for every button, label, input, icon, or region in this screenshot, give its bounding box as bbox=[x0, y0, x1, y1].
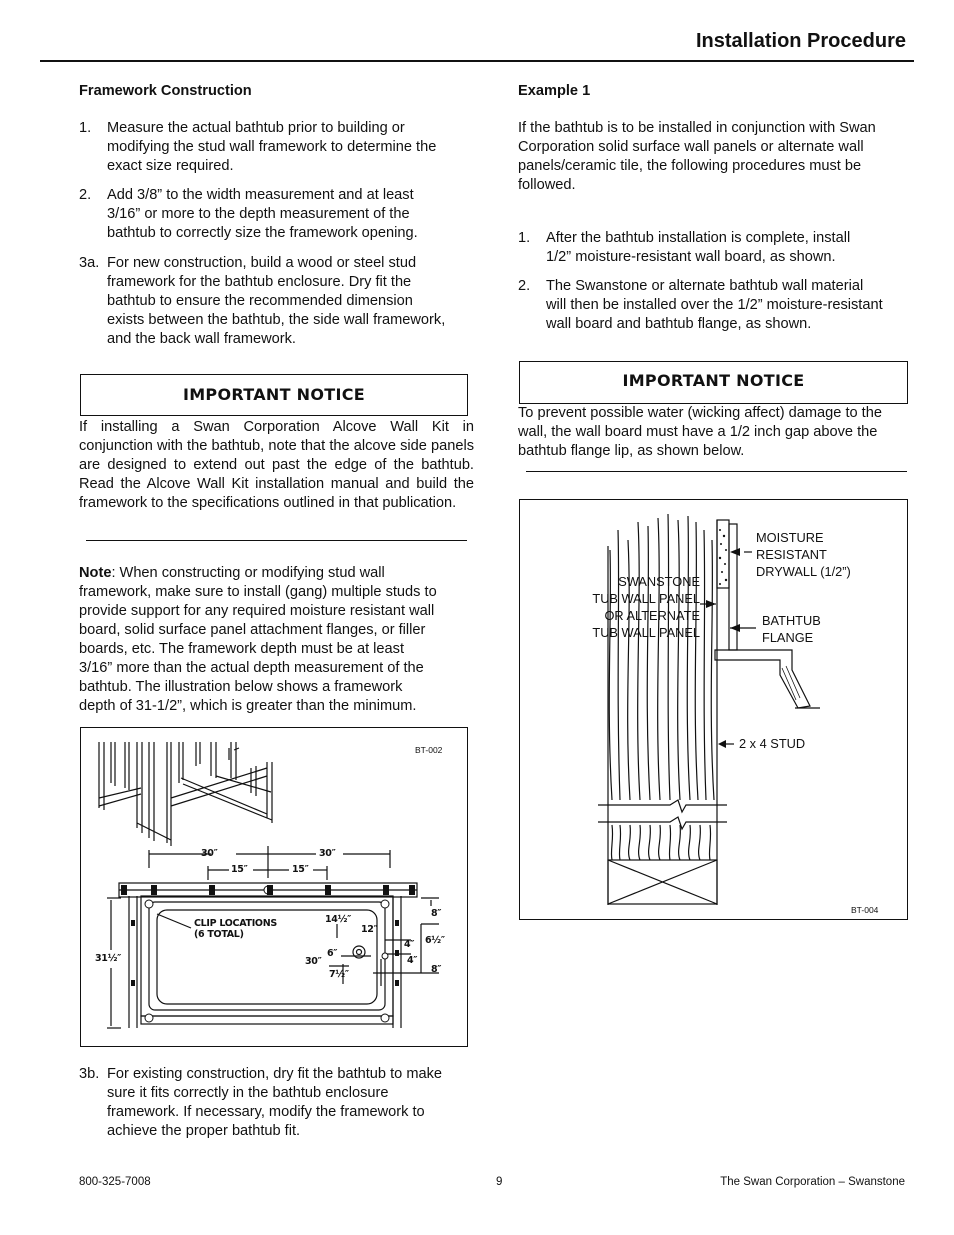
framework-figure bbox=[80, 727, 468, 1047]
list-item bbox=[79, 254, 479, 349]
title-rule bbox=[40, 60, 914, 62]
list-item bbox=[79, 119, 479, 176]
list-line: Add 3/8” to the width measurement and at least bbox=[107, 187, 414, 203]
clip-label-line: CLIP LOCATIONS bbox=[194, 918, 277, 929]
label-line: BATHTUB bbox=[762, 613, 821, 628]
divider bbox=[526, 471, 907, 472]
notice-text bbox=[518, 404, 918, 461]
dim-label: 4″ bbox=[404, 939, 415, 950]
intro-line: Corporation solid surface wall panels or alternate wall bbox=[518, 139, 864, 155]
framework-drawing bbox=[81, 728, 469, 1048]
dim-label: 8″ bbox=[431, 908, 442, 919]
list-number: 2. bbox=[518, 278, 531, 294]
dim-label: 31½″ bbox=[95, 953, 122, 964]
list-line: 3/16” or more to the depth measurement of the bbox=[107, 206, 410, 222]
example-heading: Example 1 bbox=[518, 83, 591, 99]
list-line: For new construction, build a wood or steel stud bbox=[107, 255, 417, 271]
list-number: 1. bbox=[79, 120, 92, 136]
label-line: FLANGE bbox=[762, 630, 814, 645]
list-item bbox=[518, 229, 918, 267]
note-line: bathtub. The illustration below shows a framework bbox=[79, 679, 403, 695]
notice-text: If installing a Swan Corporation Alcove Wall Kit in conjunction with the bathtub, note that the alcove side panels are designed to extend out past the edge of the bathtub. Read the Alcove Wall Kit installation manual and build the framework to the specifications outlined in that publication. bbox=[79, 419, 474, 511]
list-line: bathtub to correctly size the framework opening. bbox=[107, 225, 418, 241]
label-line: TUB WALL PANEL bbox=[592, 591, 700, 606]
intro-line: panels/ceramic tile, the following procedures must be bbox=[518, 158, 862, 174]
list-line: achieve the proper bathtub fit. bbox=[107, 1123, 301, 1139]
list-line: and the back wall framework. bbox=[107, 331, 296, 347]
figure-code: BT-002 bbox=[415, 745, 443, 755]
list-item bbox=[79, 1065, 479, 1141]
list-line: framework. If necessary, modify the framework to bbox=[107, 1104, 425, 1120]
stud-label: 2 x 4 STUD bbox=[739, 736, 806, 751]
notice-line: To prevent possible water (wicking affect) damage to the bbox=[518, 405, 882, 421]
note-line: framework, make sure to install (gang) multiple studs to bbox=[79, 584, 437, 600]
list-line: Measure the actual bathtub prior to building or bbox=[107, 120, 405, 136]
list-line: exists between the bathtub, the side wall framework, bbox=[107, 312, 446, 328]
list-line: bathtub to ensure the recommended dimension bbox=[107, 293, 413, 309]
note-paragraph bbox=[79, 564, 479, 716]
notice-line: wall, the wall board must have a 1/2 inch gap above the bbox=[518, 424, 878, 440]
clip-label-line: (6 TOTAL) bbox=[194, 929, 244, 940]
list-number: 3a. bbox=[79, 255, 100, 271]
list-item bbox=[79, 186, 479, 243]
clip-label bbox=[194, 918, 277, 940]
list-line: For existing construction, dry fit the bathtub to make bbox=[107, 1066, 443, 1082]
note-line: boards, etc. The framework depth must be at least bbox=[79, 641, 405, 657]
label-line: OR ALTERNATE bbox=[604, 608, 700, 623]
dim-label: 15″ bbox=[231, 864, 248, 875]
list-line: The Swanstone or alternate bathtub wall material bbox=[546, 278, 864, 294]
list-line: sure it fits correctly in the bathtub enclosure bbox=[107, 1085, 389, 1101]
dim-label: 15″ bbox=[292, 864, 309, 875]
swanstone-panel-label bbox=[570, 573, 700, 641]
list-line: wall board and bathtub flange, as shown. bbox=[546, 316, 812, 332]
list-line: After the bathtub installation is complete, install bbox=[546, 230, 851, 246]
note-line: 3/16” more than the actual depth measurement of the bbox=[79, 660, 424, 676]
list-number: 1. bbox=[518, 230, 531, 246]
dim-label: 30″ bbox=[319, 848, 336, 859]
list-line: 1/2” moisture-resistant wall board, as shown. bbox=[546, 249, 836, 265]
divider bbox=[86, 540, 467, 541]
list-line: will then be installed over the 1/2” moisture-resistant bbox=[546, 297, 883, 313]
footer-company: The Swan Corporation – Swanstone bbox=[720, 1176, 905, 1188]
list-line: exact size required. bbox=[107, 158, 234, 174]
note-line: board, solid surface panel attachment flanges, or filler bbox=[79, 622, 426, 638]
list-number: 2. bbox=[79, 187, 92, 203]
label-line: RESISTANT bbox=[756, 547, 827, 562]
label-line: SWANSTONE bbox=[618, 574, 700, 589]
figure-code: BT-004 bbox=[851, 905, 879, 915]
list-line: framework for the bathtub enclosure. Dry fit the bbox=[107, 274, 412, 290]
note-label: Note bbox=[79, 565, 112, 581]
page-title: Installation Procedure bbox=[695, 30, 906, 52]
label-line: DRYWALL (1/2”) bbox=[756, 564, 851, 579]
moisture-drywall-label bbox=[756, 529, 851, 580]
dim-label: 6″ bbox=[327, 948, 338, 959]
dim-label: 8″ bbox=[431, 964, 442, 975]
intro-paragraph bbox=[518, 119, 918, 195]
dim-label: 14½″ bbox=[325, 914, 352, 925]
notice-title: IMPORTANT NOTICE bbox=[182, 385, 366, 404]
label-line: MOISTURE bbox=[756, 530, 824, 545]
note-line: depth of 31-1/2”, which is greater than the minimum. bbox=[79, 698, 417, 714]
list-line: modifying the stud wall framework to determine the bbox=[107, 139, 437, 155]
dim-label: 7½″ bbox=[329, 969, 349, 980]
list-number: 3b. bbox=[79, 1066, 100, 1082]
label-line: TUB WALL PANEL bbox=[592, 625, 700, 640]
note-line: provide support for any required moisture resistant wall bbox=[79, 603, 435, 619]
note-line: : When constructing or modifying stud wall bbox=[111, 565, 385, 581]
dim-label: 4″ bbox=[407, 955, 418, 966]
dim-label: 30″ bbox=[201, 848, 218, 859]
dim-label: 30″ bbox=[305, 956, 322, 967]
dim-label: 6½″ bbox=[425, 935, 445, 946]
footer-phone: 800-325-7008 bbox=[79, 1176, 151, 1188]
list-item bbox=[518, 277, 918, 334]
intro-line: followed. bbox=[518, 177, 576, 193]
bathtub-flange-label bbox=[762, 612, 821, 646]
notice-title: IMPORTANT NOTICE bbox=[622, 371, 805, 390]
important-notice-box bbox=[80, 374, 468, 416]
page-number: 9 bbox=[496, 1176, 503, 1188]
framework-heading: Framework Construction bbox=[79, 83, 252, 99]
dim-label: 12″ bbox=[361, 924, 378, 935]
wall-section-figure bbox=[519, 499, 908, 920]
intro-line: If the bathtub is to be installed in conjunction with Swan bbox=[518, 120, 876, 136]
important-notice-box bbox=[519, 361, 908, 404]
notice-line: bathtub flange lip, as shown below. bbox=[518, 443, 745, 459]
